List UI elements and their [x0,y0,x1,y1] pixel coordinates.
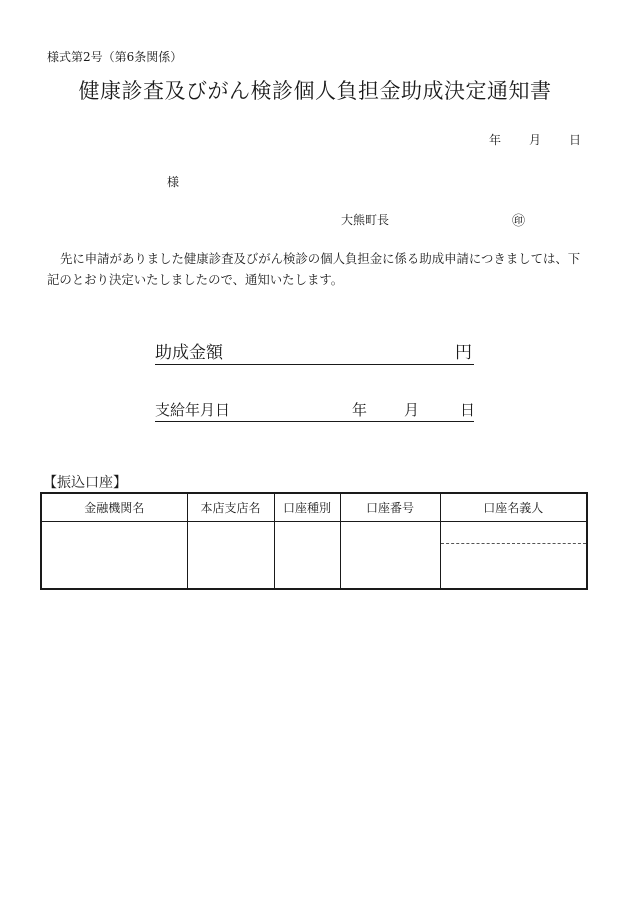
payment-day: 日 [460,401,476,419]
account-header-row [41,493,587,522]
form-number: 様式第2号（第6条関係） [47,50,183,64]
col-account-holder: 口座名義人 [440,493,587,522]
issuer-name: 大熊町長 [341,213,390,227]
col-account-number: 口座番号 [340,493,440,522]
addressee-suffix: 様 [167,175,180,189]
date-month: 月 [529,133,542,147]
account-holder-name-field[interactable] [441,544,587,588]
cell-account-number[interactable] [340,522,440,590]
account-entry-row [41,522,587,590]
notice-body: 先に申請がありました健康診査及びがん検診の個人負担金に係る助成申請につきましては、下記のとおり決定いたしましたので、通知いたします。 [47,251,581,287]
payment-date-row [155,399,474,422]
cell-branch-name[interactable] [187,522,274,590]
cell-account-type[interactable] [274,522,340,590]
payment-month: 月 [404,401,420,419]
payment-year: 年 [352,401,368,419]
cell-account-holder [440,522,587,590]
payment-date-label: 支給年月日 [155,401,231,419]
document-title: 健康診査及びがん検診個人負担金助成決定通知書 [78,79,552,103]
seal-mark: ㊞ [512,214,526,229]
col-account-type: 口座種別 [274,493,340,522]
account-holder-kana-field[interactable] [441,522,587,544]
date-day: 日 [569,133,582,147]
col-branch-name: 本店支店名 [187,493,274,522]
account-heading: 【振込口座】 [43,475,127,491]
cell-bank-name[interactable] [41,522,187,590]
date-year: 年 [489,133,502,147]
amount-row [155,338,474,365]
account-table [40,492,588,590]
amount-label: 助成金額 [155,343,223,363]
issue-date [489,131,581,148]
col-bank-name: 金融機関名 [41,493,187,522]
amount-unit: 円 [455,343,472,363]
